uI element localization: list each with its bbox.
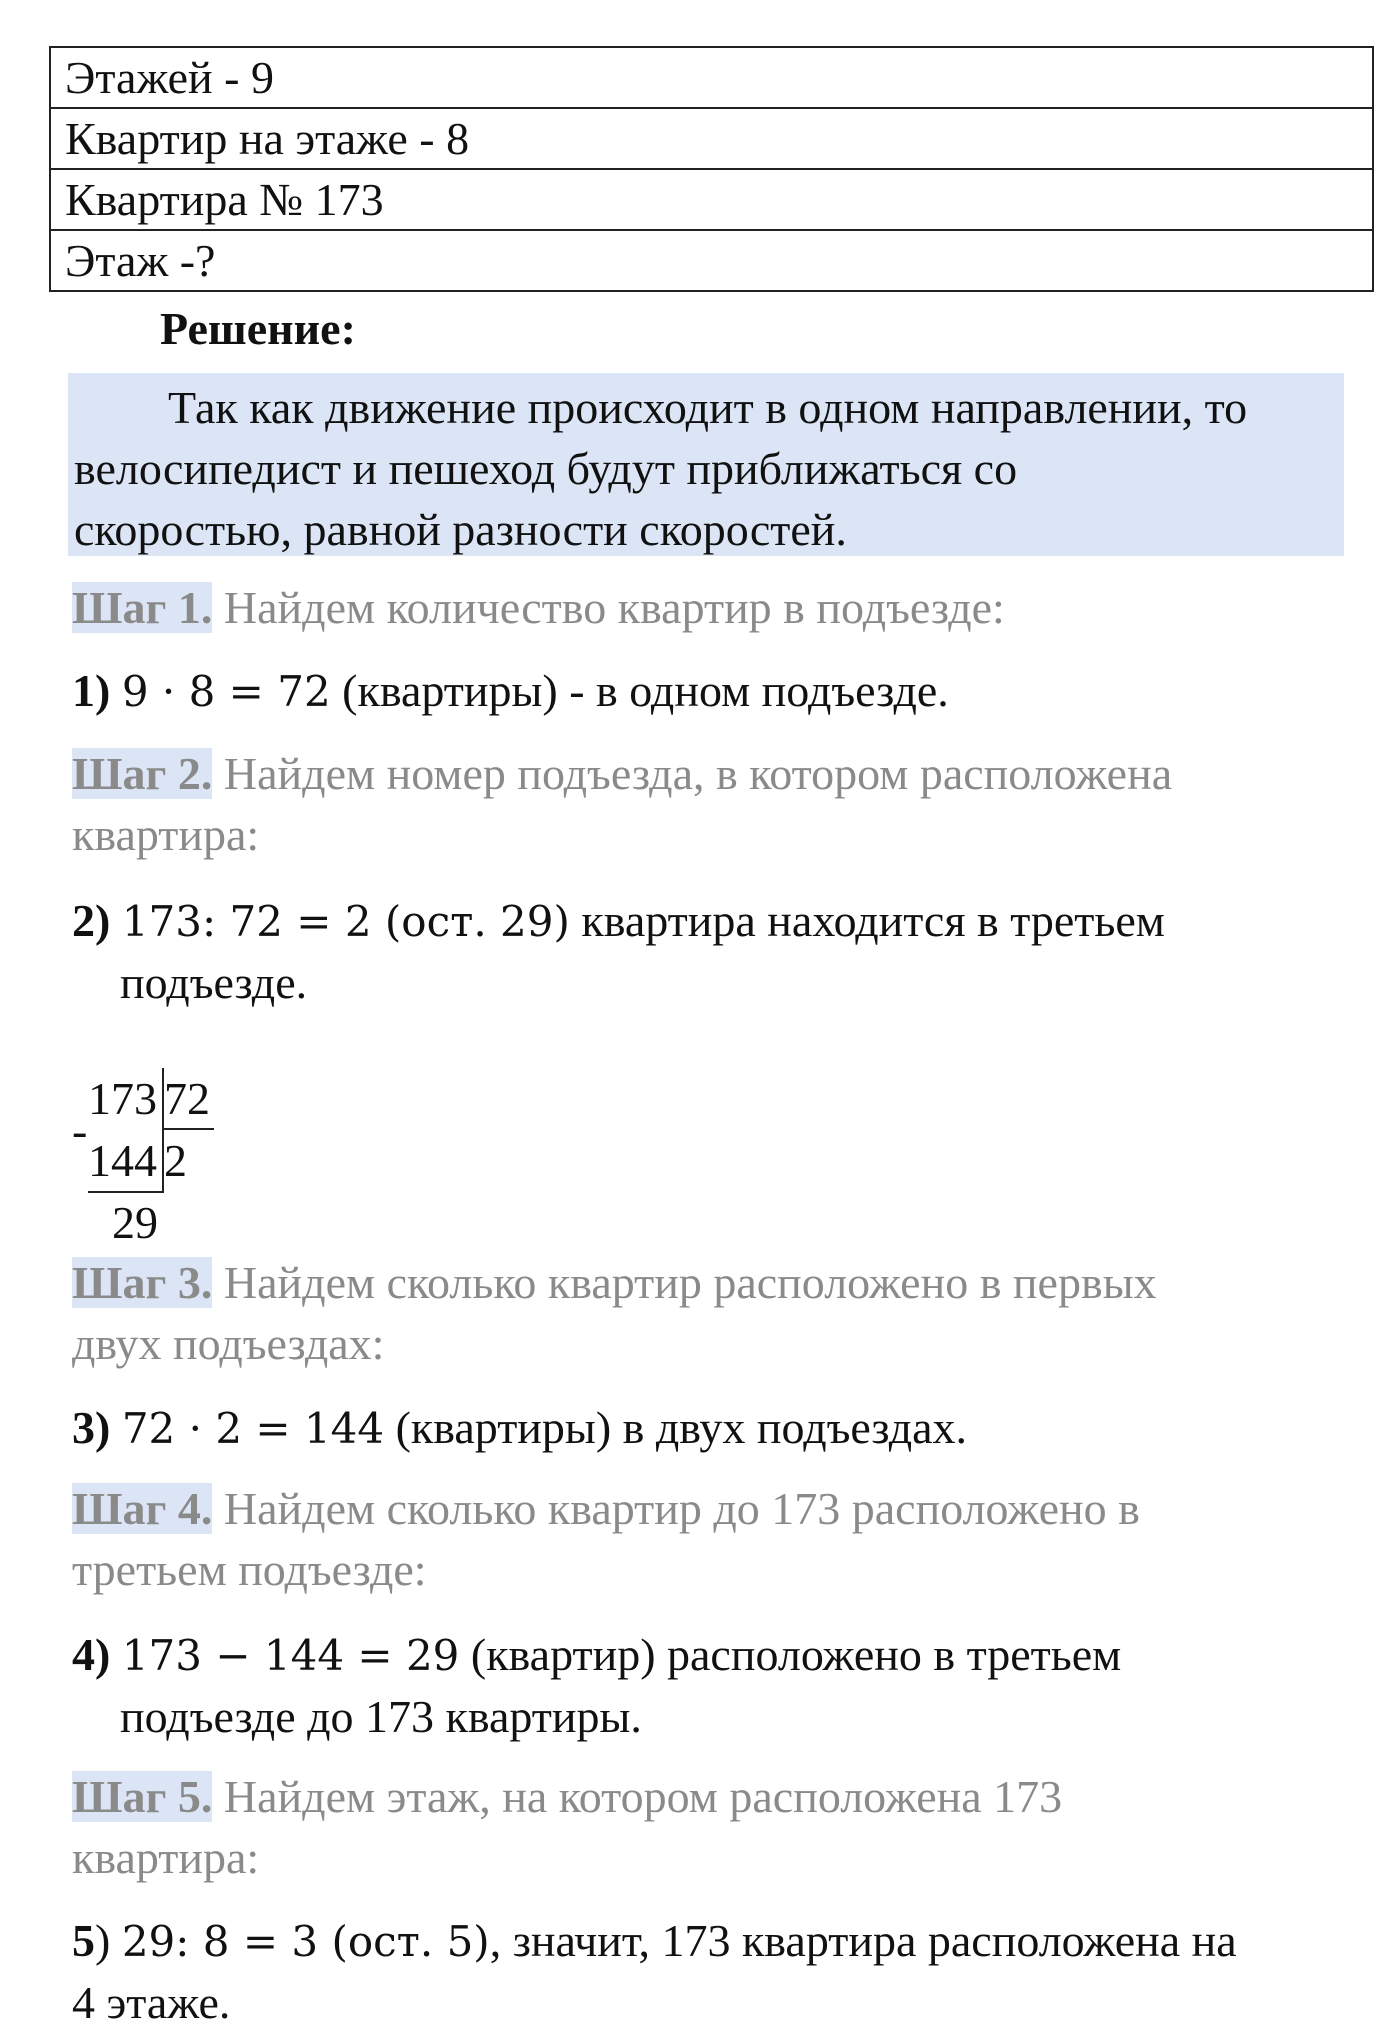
calc-number: 2) (72, 895, 111, 946)
step-text: Найдем количество квартир в подъезде: (212, 582, 1005, 633)
division-underline (88, 1191, 164, 1193)
step-3 (72, 1252, 1362, 1374)
division-vertical-line (162, 1068, 164, 1192)
step-5 (72, 1766, 1362, 1888)
step-text-cont: третьем подъезде: (72, 1544, 427, 1595)
step-text: Найдем сколько квартир расположено в первых (212, 1257, 1157, 1308)
step-1 (72, 577, 1362, 638)
step-text: Найдем этаж, на котором расположена 173 (212, 1771, 1063, 1822)
calc-4 (72, 1624, 1362, 1747)
calc-number: 5 (72, 1915, 95, 1966)
step-text: Найдем сколько квартир до 173 расположено в (212, 1483, 1140, 1534)
division-remainder: 29 (112, 1197, 158, 1248)
solution-heading: Решение: (160, 303, 356, 354)
calc-number: 1) (72, 665, 111, 716)
calc-text-cont: 4 этаже. (72, 1977, 231, 2028)
calc-number-suffix: ) (95, 1915, 111, 1966)
division-divisor: 72 (164, 1073, 210, 1124)
calc-2 (72, 890, 1362, 1013)
calc-text: (квартиры) в двух подъездах. (384, 1402, 968, 1453)
calc-text: , значит, 173 квартира расположена на (489, 1915, 1237, 1966)
calc-1 (72, 660, 1362, 722)
calc-text: квартира находится в третьем (569, 895, 1165, 946)
calc-expression: 72 · 2 = 144 (121, 1404, 385, 1453)
step-tag: Шаг 2. (72, 748, 213, 799)
division-horizontal-line (162, 1128, 214, 1130)
step-text-cont: квартира: (72, 809, 260, 860)
step-text: Найдем номер подъезда, в котором расположена (212, 748, 1173, 799)
calc-expression: 173 − 144 = 29 (121, 1631, 460, 1680)
division-minus-sign: - (72, 1105, 88, 1156)
step-text-cont: двух подъездах: (72, 1318, 385, 1369)
calc-expression: 29: 8 = 3 (ост. 5) (121, 1917, 490, 1966)
calc-text: (квартир) расположено в третьем (459, 1629, 1122, 1680)
step-text-cont: квартира: (72, 1832, 260, 1883)
step-tag: Шаг 4. (72, 1483, 213, 1534)
calc-text: (квартиры) - в одном подъезде. (330, 665, 949, 716)
given-apartments-per-floor: Квартир на этаже - 8 (50, 108, 1373, 169)
calc-expression: 9 · 8 = 72 (121, 667, 331, 716)
calc-3 (72, 1397, 1362, 1459)
calc-number: 3) (72, 1402, 111, 1453)
step-tag: Шаг 5. (72, 1771, 213, 1822)
intro-line-2: велосипедист и пешеход будут приближаться со (74, 443, 1018, 494)
given-data-table (49, 46, 1374, 292)
given-floor-question: Этаж -? (50, 230, 1373, 291)
step-tag: Шаг 3. (72, 1257, 213, 1308)
step-2 (72, 743, 1362, 865)
step-tag: Шаг 1. (72, 582, 213, 633)
calc-5 (72, 1910, 1362, 2033)
intro-line-3: скоростью, равной разности скоростей. (74, 504, 847, 555)
intro-note (68, 373, 1344, 556)
calc-text-cont: подъезде. (120, 957, 308, 1008)
step-4 (72, 1478, 1362, 1600)
division-quotient: 2 (164, 1135, 187, 1186)
calc-expression: 173: 72 = 2 (ост. 29) (121, 897, 570, 946)
intro-line-1: Так как движение происходит в одном направлении, то (168, 382, 1248, 433)
division-subtrahend: 144 (88, 1135, 157, 1186)
given-apartment-number: Квартира № 173 (50, 169, 1373, 230)
calc-number: 4) (72, 1629, 111, 1680)
given-floors: Этажей - 9 (50, 47, 1373, 108)
calc-text-cont: подъезде до 173 квартиры. (120, 1691, 642, 1742)
division-dividend: 173 (88, 1073, 157, 1124)
